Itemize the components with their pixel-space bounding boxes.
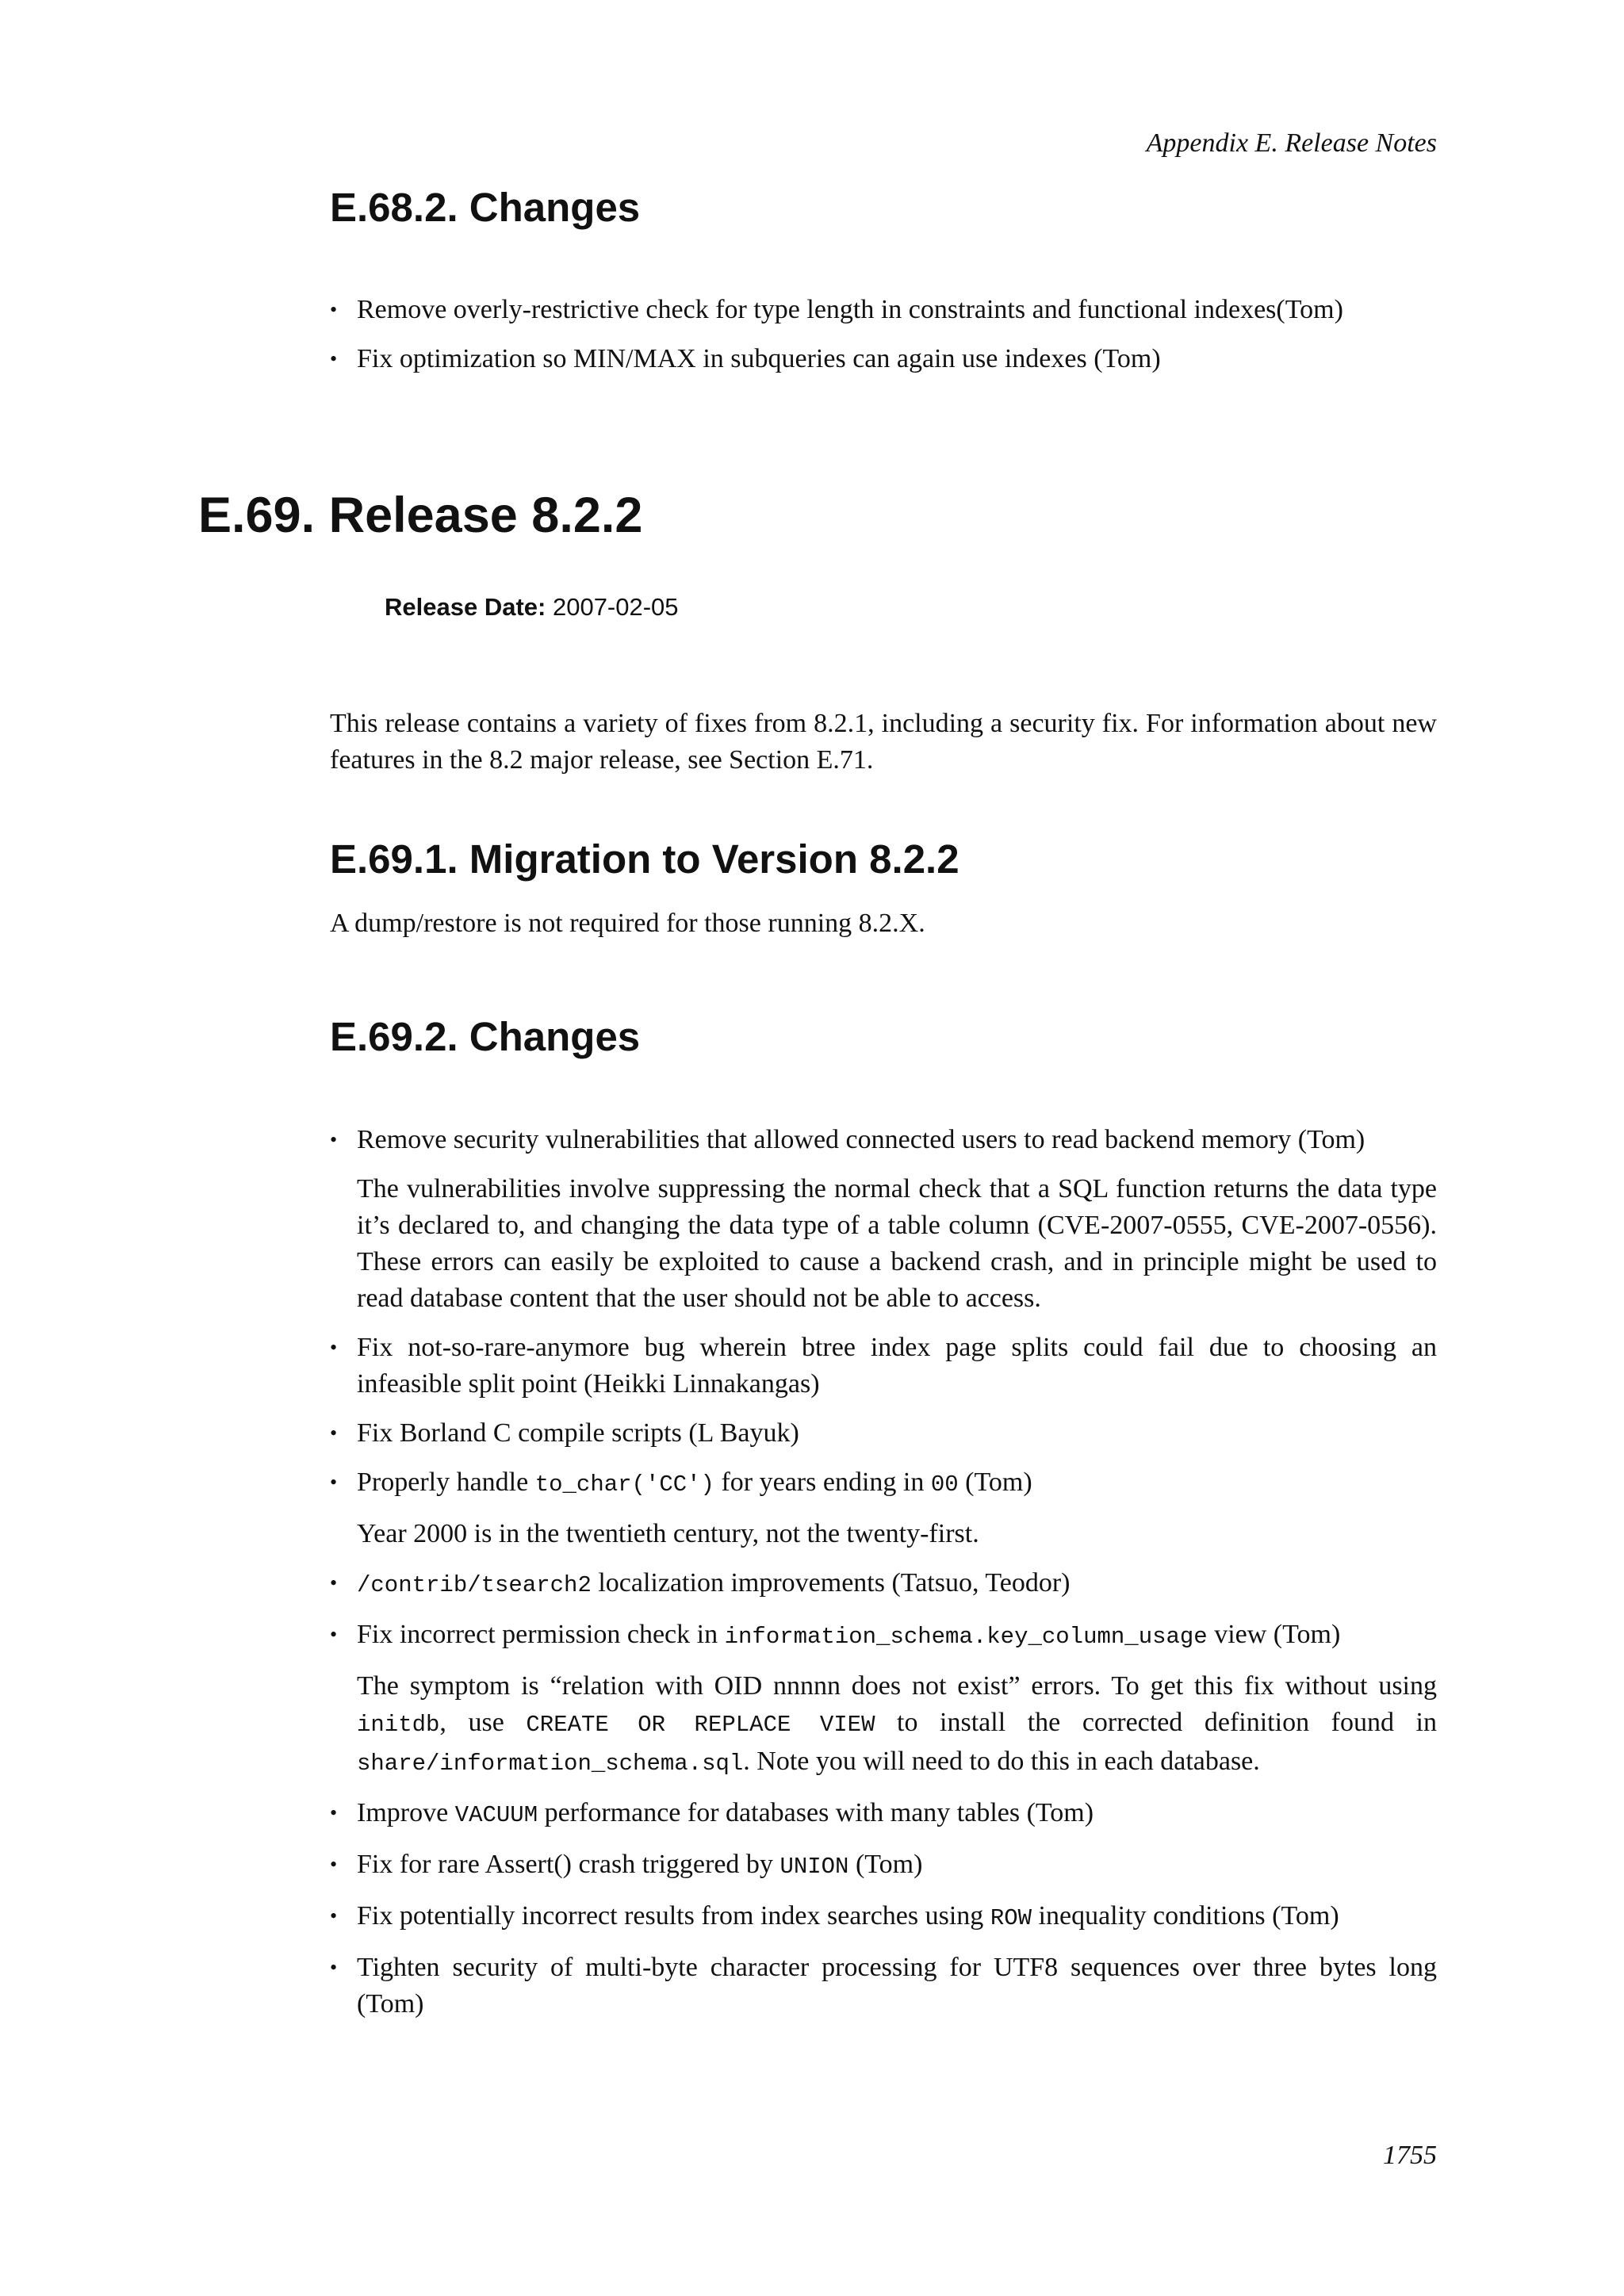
item-text: Remove security vulnerabilities that allowed connected users to read backend memory (Tom) — [357, 1125, 1365, 1154]
inline-code: information_schema.key_column_usage — [724, 1624, 1208, 1650]
list-item: • Tighten security of multi-byte character processing for UTF8 sequences over three bytes long (Tom) — [330, 1950, 1437, 2022]
item-text: view (Tom) — [1207, 1620, 1341, 1649]
list-item: • Fix optimization so MIN/MAX in subqueries can again use indexes (Tom) — [330, 341, 1437, 377]
item-text: Fix potentially incorrect results from index searches using — [357, 1901, 990, 1931]
page-number: 1755 — [1383, 2141, 1437, 2170]
list-item: • Fix Borland C compile scripts (L Bayuk) — [330, 1415, 1437, 1452]
item-text: Improve — [357, 1798, 455, 1827]
item-text: (Tom) — [958, 1468, 1032, 1497]
inline-code: to_char('CC') — [534, 1471, 714, 1498]
release-date-label: Release Date: — [385, 593, 546, 621]
list-e69-2-changes — [330, 1122, 1437, 2022]
release-date — [385, 593, 679, 622]
list-e68-2-changes — [330, 292, 1437, 377]
heading-e69-release: E.69. Release 8.2.2 — [198, 488, 643, 543]
item-text: localization improvements (Tatsuo, Teodor) — [591, 1568, 1071, 1598]
list-item — [330, 1617, 1437, 1782]
list-item — [330, 1846, 1437, 1885]
detail-text: The symptom is “relation with OID nnnnn does not exist” errors. To get this fix without using — [357, 1671, 1437, 1701]
item-text: Properly handle — [357, 1468, 535, 1497]
detail-text: , use — [439, 1708, 527, 1737]
list-item — [330, 1565, 1437, 1604]
release-date-value: 2007-02-05 — [552, 593, 679, 621]
item-text: Fix incorrect permission check in — [357, 1620, 725, 1649]
item-text: performance for databases with many tables (Tom) — [538, 1798, 1094, 1827]
item-detail: The vulnerabilities involve suppressing the normal check that a SQL function returns the data type it’s declared to, and changing the data type of a table column (CVE-2007-0555, CVE-2007-0556). These errors can easily be exploited to cause a backend crash, and in principle might be used to read database content that the user should not be able to access. — [357, 1174, 1437, 1313]
running-header: Appendix E. Release Notes — [1146, 128, 1437, 158]
release-intro-paragraph: This release contains a variety of fixes from 8.2.1, including a security fix. For information about new features in the 8.2 major release, see Section E.71. — [330, 709, 1437, 775]
inline-code: CREATE OR REPLACE VIEW — [526, 1712, 875, 1738]
heading-e69-1-migration: E.69.1. Migration to Version 8.2.2 — [330, 836, 959, 882]
inline-code: ROW — [990, 1905, 1032, 1931]
list-item: • Fix not-so-rare-anymore bug wherein btree index page splits could fail due to choosing an infeasible split point (Heikki Linnakangas) — [330, 1330, 1437, 1402]
item-detail — [357, 1668, 1437, 1782]
inline-code: initdb — [357, 1712, 440, 1738]
detail-text: to install the corrected definition found in — [875, 1708, 1437, 1737]
item-detail: Year 2000 is in the twentieth century, not the twenty-first. — [357, 1519, 979, 1548]
list-item — [330, 1464, 1437, 1552]
item-text: inequality conditions (Tom) — [1032, 1901, 1339, 1931]
detail-text: . Note you will need to do this in each database. — [743, 1747, 1260, 1776]
list-item: • Remove overly-restrictive check for type length in constraints and functional indexes(Tom) — [330, 292, 1437, 328]
heading-e68-2: E.68.2. Changes — [330, 185, 641, 230]
inline-code: share/information_schema.sql — [357, 1751, 744, 1777]
inline-code: 00 — [930, 1471, 959, 1498]
inline-code: /contrib/tsearch2 — [357, 1572, 592, 1598]
list-item — [330, 1122, 1437, 1317]
inline-code: VACUUM — [454, 1802, 538, 1828]
migration-paragraph: A dump/restore is not required for those running 8.2.X. — [330, 909, 925, 938]
inline-code: UNION — [779, 1854, 849, 1880]
list-item — [330, 1898, 1437, 1937]
item-text: (Tom) — [848, 1850, 923, 1879]
item-text: for years ending in — [714, 1468, 931, 1497]
heading-e69-2-changes: E.69.2. Changes — [330, 1014, 641, 1059]
list-item — [330, 1795, 1437, 1834]
item-text: Fix for rare Assert() crash triggered by — [357, 1850, 780, 1879]
